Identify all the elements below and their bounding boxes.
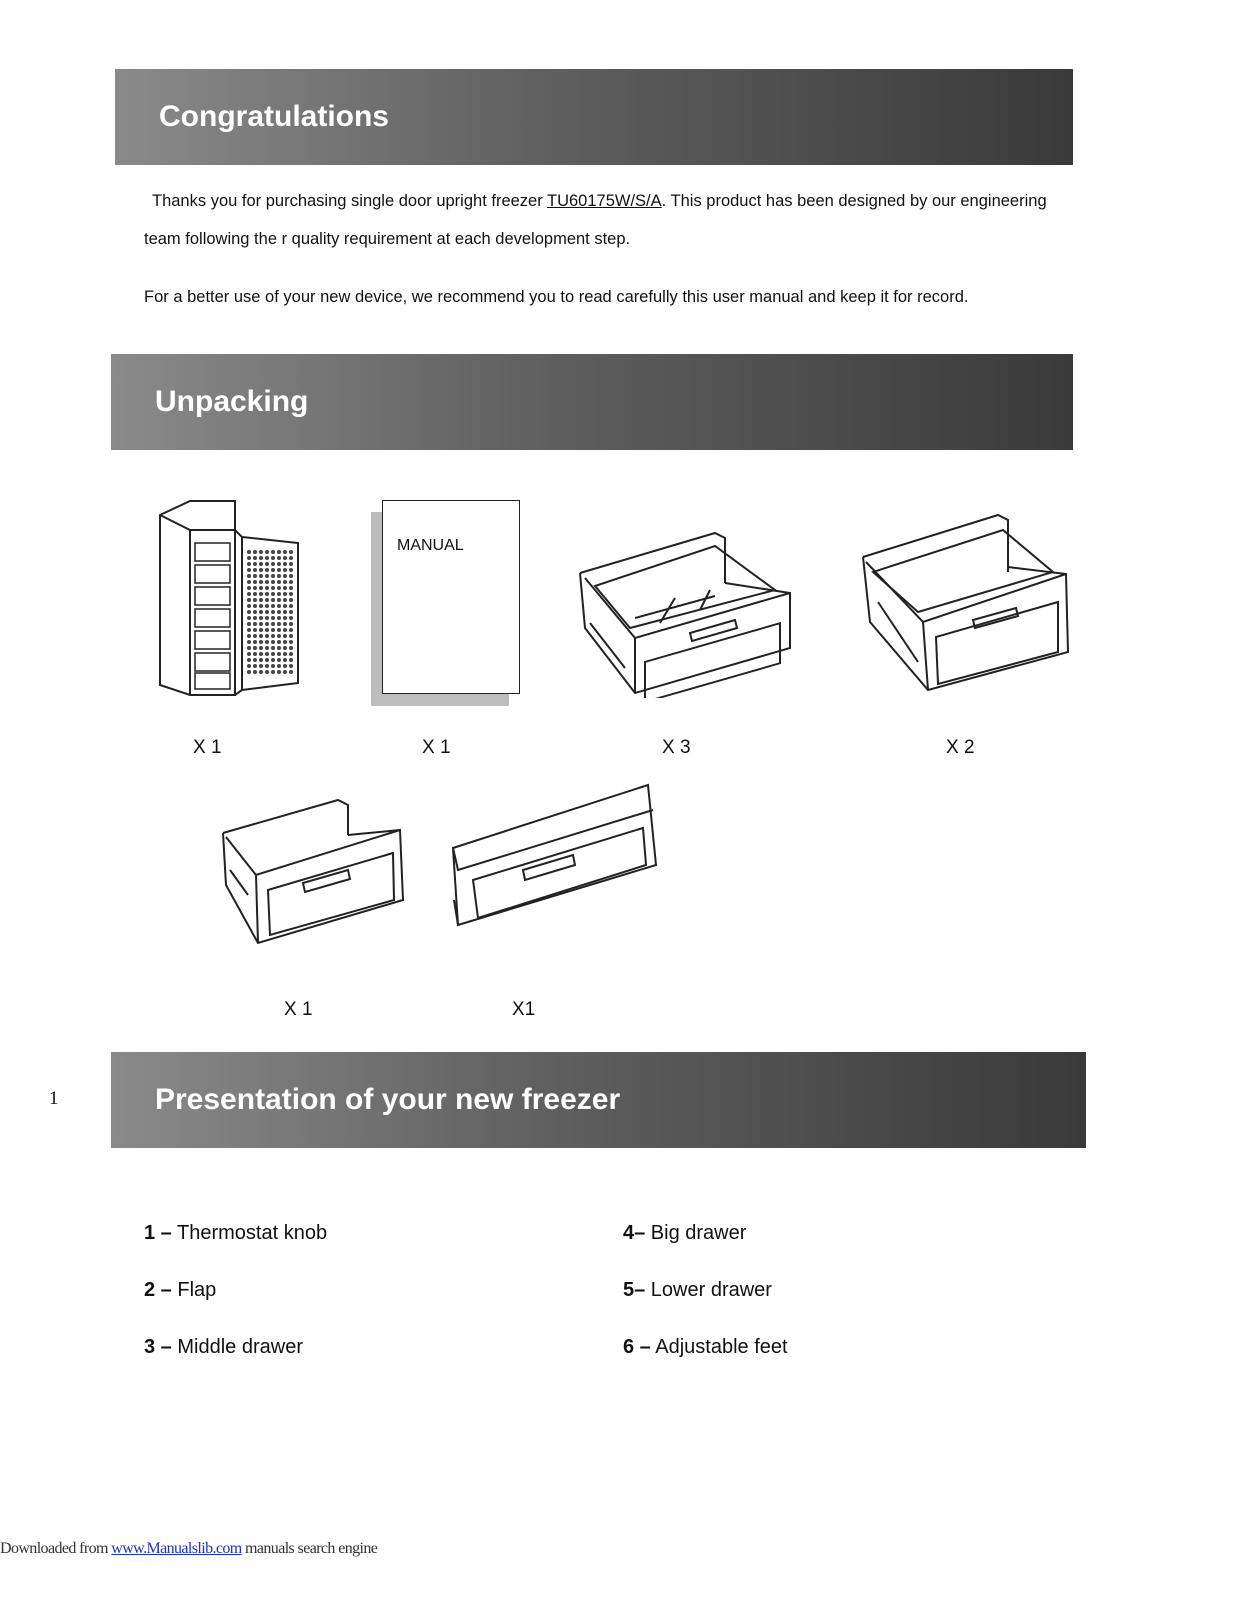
section-title: Presentation of your new freezer <box>155 1083 621 1116</box>
manualslib-link[interactable]: www.Manualslib.com <box>111 1540 242 1557</box>
part-item-2: 2 – Flap <box>144 1279 217 1301</box>
part-item-6: 6 – Adjustable feet <box>623 1336 788 1358</box>
intro-line-2: team following the r quality requirement at each development step. <box>144 230 631 248</box>
section-title: Congratulations <box>159 100 389 133</box>
page-number: 1 <box>49 1088 59 1109</box>
freezer-icon <box>150 495 310 705</box>
section-header-unpacking <box>111 354 1073 450</box>
section-header-presentation <box>111 1052 1086 1148</box>
section-title: Unpacking <box>155 385 309 418</box>
lower-drawer-icon <box>218 795 408 945</box>
model-number: TU60175W/S/A <box>547 192 662 210</box>
quantity-flap: X1 <box>512 999 536 1020</box>
quantity-middle-drawer: X 3 <box>662 737 691 758</box>
intro-line-3: For a better use of your new device, we recommend you to read carefully this user manual and keep it for record. <box>144 288 969 306</box>
part-item-4: 4– Big drawer <box>623 1222 747 1244</box>
quantity-freezer: X 1 <box>193 737 222 758</box>
manual-label: MANUAL <box>397 537 464 554</box>
big-drawer-icon <box>858 512 1073 692</box>
quantity-manual: X 1 <box>422 737 451 758</box>
part-item-1: 1 – Thermostat knob <box>144 1222 328 1244</box>
section-header-congratulations <box>115 69 1073 165</box>
intro-line-1: Thanks you for purchasing single door upright freezer TU60175W/S/A. This product has been designed by our engineering <box>152 192 1047 210</box>
flap-icon <box>448 780 658 930</box>
part-item-5: 5– Lower drawer <box>623 1279 772 1301</box>
middle-drawer-icon <box>575 528 795 698</box>
quantity-lower-drawer: X 1 <box>284 999 313 1020</box>
download-footer: Downloaded from www.Manualslib.com manuals search engine <box>0 1540 378 1557</box>
part-item-3: 3 – Middle drawer <box>144 1336 303 1358</box>
quantity-big-drawer: X 2 <box>946 737 975 758</box>
manual-icon <box>382 500 520 694</box>
